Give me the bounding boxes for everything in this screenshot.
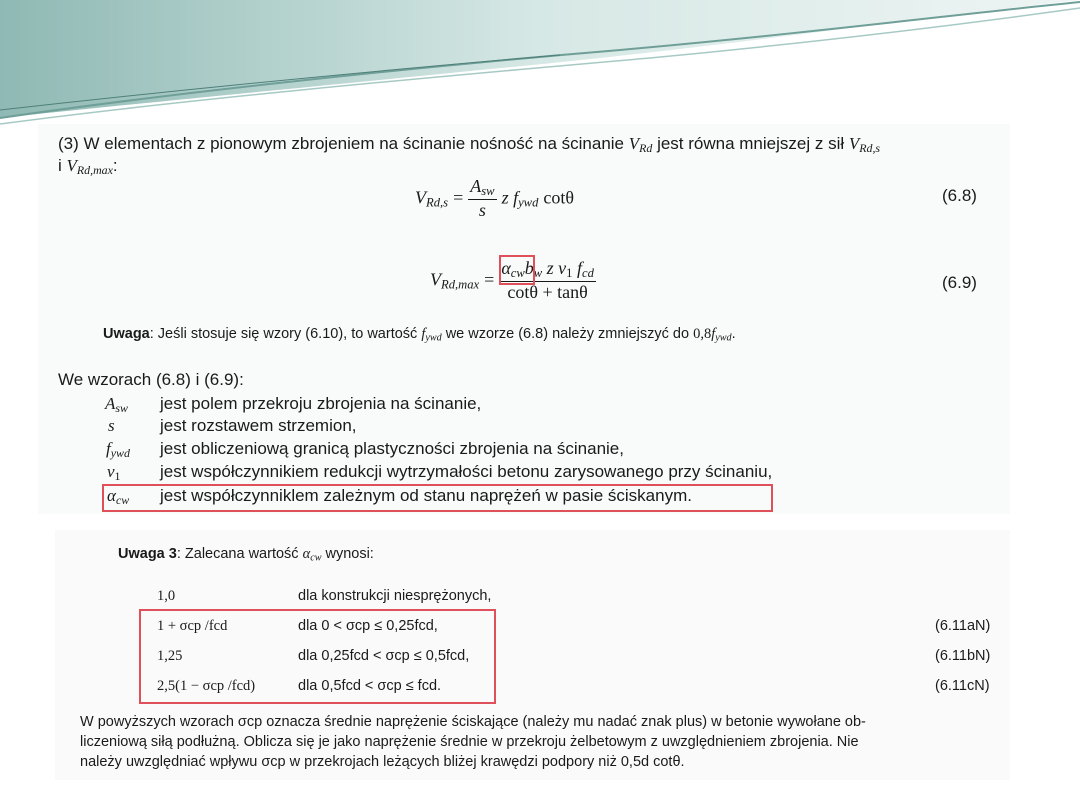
uwaga3-row4-number: (6.11cN): [935, 678, 990, 694]
eq69-b-sub: w: [533, 266, 543, 281]
eq69-lhs: V: [430, 269, 441, 290]
legend-sym-s: [108, 416, 115, 436]
legend-sym-1: s: [108, 416, 115, 435]
alphacw-row-highlight-box: [102, 484, 773, 512]
eq69-lhs-sub: Rd,max: [441, 277, 480, 292]
legend-text-s: jest rozstawem strzemion,: [160, 416, 357, 435]
uwaga3-label: Uwaga 3: [118, 546, 177, 562]
uwaga3-row2-number: (6.11aN): [935, 618, 991, 634]
uwaga3-row4-cond: dla 0,5fcd < σcp ≤ fcd.: [298, 678, 442, 694]
eq69-b: b: [524, 258, 534, 278]
legend-sub-0: sw: [115, 400, 128, 415]
uwaga-text2: we wzorze (6.8) należy zmniejszyć do: [441, 326, 694, 342]
legend-sub-3: 1: [114, 468, 121, 483]
closing-line-2: liczeniową siłą podłużną. Oblicza się je jako naprężenie średnie w przekroju żelbetowym z uwzględnieniem zbrojenia. Nie: [80, 734, 859, 750]
uwaga-f2: f: [711, 326, 716, 342]
intro-text-mid: jest równa mniejszej z sił: [652, 134, 849, 153]
uwaga-val: 0,8: [693, 326, 712, 342]
symbol-vrd-sub: Rd: [639, 140, 653, 155]
eq69-z-nu: z ν: [542, 258, 567, 278]
uwaga3-row2-cond: dla 0 < σcp ≤ 0,25fcd,: [298, 618, 438, 634]
uwaga3-text: : Zalecana wartość: [176, 546, 303, 562]
uwaga3-alpha-sub: cw: [310, 552, 322, 564]
uwaga-f-sub: ywd: [425, 332, 442, 344]
eq68-den: s: [468, 199, 496, 221]
legend-text-asw: jest polem przekroju zbrojenia na ścinanie,: [160, 394, 482, 413]
closing-paragraph: [80, 712, 1005, 772]
eq69-alpha-sub: cw: [510, 266, 525, 281]
eq68-lhs: V: [415, 187, 426, 208]
intro-text-i: i: [58, 156, 67, 175]
symbol-vrdmax-sub: Rd,max: [76, 162, 113, 177]
uwaga-f2-sub: ywd: [715, 332, 732, 344]
legend-sym-nu1: [107, 462, 121, 484]
uwaga3-alpha: α: [302, 546, 311, 562]
uwaga3-row3-value: 1,25: [157, 648, 183, 664]
eq69-alpha: α: [501, 258, 511, 278]
uwaga3-row3-number: (6.11bN): [935, 648, 991, 664]
uwaga-text1: : Jeśli stosuje się wzory (6.10), to wartość: [149, 326, 422, 342]
eq68-lhs-sub: Rd,s: [426, 195, 449, 210]
legend-sub-4: cw: [115, 492, 130, 507]
uwaga3-row3-cond: dla 0,25fcd < σcp ≤ 0,5fcd,: [298, 648, 470, 664]
closing-line-1: W powyższych wzorach σcp oznacza średnie naprężenie ściskające (należy mu nadać znak plus) w betonie wywołane ob-: [80, 714, 866, 730]
legend-sym-4: α: [107, 486, 116, 505]
prestressed-values-highlight-box: [139, 609, 496, 704]
legend-sym-0: A: [105, 394, 116, 413]
legend-text-nu1: jest współczynnikiem redukcji wytrzymałości betonu zarysowanego przy ścinaniu,: [160, 462, 773, 481]
alpha-highlight-box: [499, 255, 535, 285]
uwaga3-row1-value: 1,0: [157, 588, 176, 604]
eq68-fraction: [468, 176, 496, 221]
legend-sym-3: ν: [107, 462, 115, 481]
intro-colon: :: [112, 156, 118, 175]
uwaga3-heading: [118, 546, 374, 564]
legend-heading: We wzorach (6.8) i (6.9):: [58, 370, 244, 389]
closing-line-3: należy uwzględniać wpływu σcp w przekrojach leżących bliżej krawędzi podpory niż 0,5d cotθ.: [80, 754, 685, 770]
uwaga-label: Uwaga: [103, 326, 150, 342]
legend-sym-fywd: [106, 439, 130, 461]
uwaga3-row2-value: 1 + σcp /fcd: [157, 618, 228, 634]
equation-6-8: [415, 176, 574, 221]
uwaga3-row1-cond: dla konstrukcji niesprężonych,: [298, 588, 492, 604]
legend-sym-2: f: [106, 439, 111, 458]
legend-text-alphacw: jest współczynniklem zależnym od stanu naprężeń w pasie ściskanym.: [160, 486, 692, 505]
eq69-nu-sub: 1: [566, 266, 573, 281]
intro-line-2: [58, 156, 118, 178]
legend-sym-asw: [105, 394, 128, 416]
intro-line-1: [58, 134, 880, 156]
eq69-number: (6.9): [942, 273, 977, 292]
symbol-vrd: V: [628, 134, 640, 153]
eq69-f: f: [572, 258, 582, 278]
symbol-vrds-sub: Rd,s: [859, 140, 881, 155]
symbol-vrds: V: [848, 134, 860, 153]
uwaga-end: .: [731, 326, 736, 342]
uwaga-note: [103, 326, 736, 344]
eq68-number: (6.8): [942, 186, 977, 205]
uwaga-f: f: [421, 326, 426, 342]
eq69-f-sub: cd: [581, 266, 594, 281]
eq69-den: cotθ + tanθ: [499, 281, 596, 303]
eq68-z-f: z f: [501, 187, 519, 208]
eq68-cot: cotθ: [543, 187, 575, 208]
eq68-num: A: [470, 176, 482, 196]
legend-text-fywd: jest obliczeniową granicą plastyczności zbrojenia na ścinanie,: [160, 439, 624, 458]
legend-sub-2: ywd: [110, 445, 130, 460]
intro-text-start: (3) W elementach z pionowym zbrojeniem na ścinanie nośność na ścinanie: [58, 134, 629, 153]
symbol-vrdmax: V: [66, 156, 77, 175]
uwaga3-end: wynosi:: [321, 546, 374, 562]
eq68-f-sub: ywd: [518, 195, 539, 210]
eq69-equals: =: [484, 269, 495, 290]
eq68-num-sub: sw: [481, 184, 495, 199]
eq68-equals: =: [453, 187, 464, 208]
uwaga3-row4-value: 2,5(1 − σcp /fcd): [157, 678, 256, 694]
